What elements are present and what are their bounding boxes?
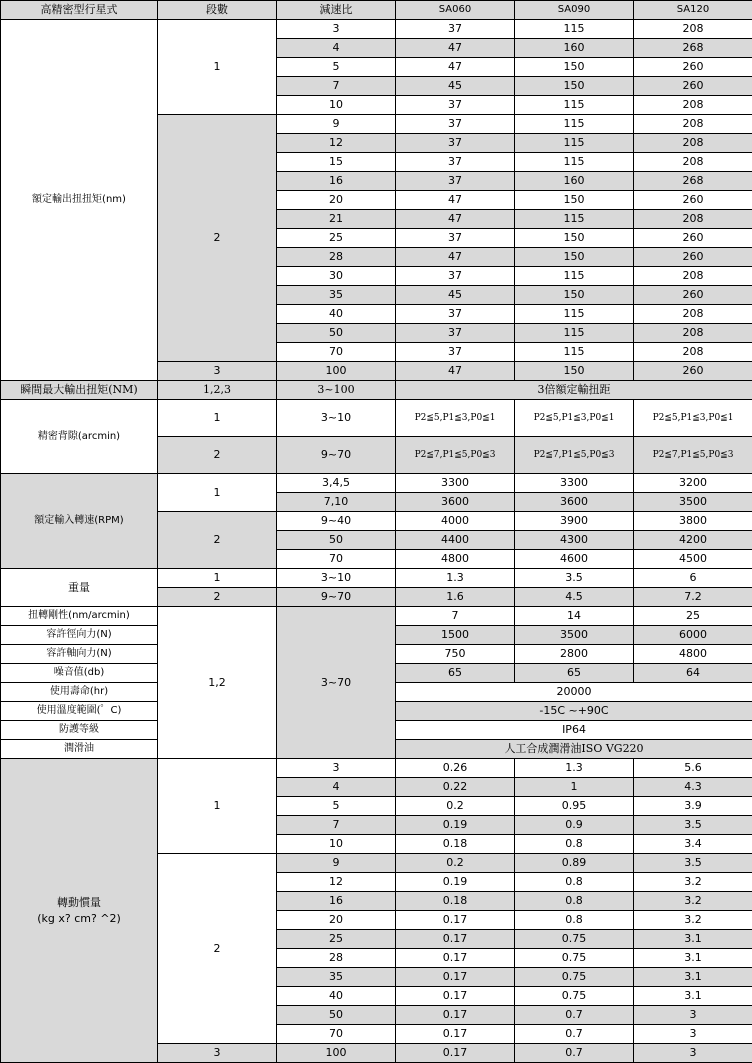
ratio-cell: 12 — [277, 873, 396, 892]
value-cell: 115 — [515, 210, 634, 229]
ratio-cell: 50 — [277, 324, 396, 343]
value-cell: 260 — [634, 191, 752, 210]
backlash-ratio: 9~70 — [277, 437, 396, 474]
weight-value: 1.3 — [396, 569, 515, 588]
value-cell: 1.3 — [515, 759, 634, 778]
weight-ratio: 3~10 — [277, 569, 396, 588]
stage-3: 3 — [158, 362, 277, 381]
value-cell: 208 — [634, 210, 752, 229]
general-value: 3500 — [515, 626, 634, 645]
value-cell: 115 — [515, 324, 634, 343]
value-cell: 37 — [396, 343, 515, 362]
value-cell: 150 — [515, 362, 634, 381]
value-cell: 37 — [396, 305, 515, 324]
ratio-cell: 50 — [277, 1006, 396, 1025]
value-cell: 3.1 — [634, 949, 752, 968]
general-value: -15C ~+90C — [396, 702, 752, 721]
value-cell: 0.8 — [515, 911, 634, 930]
ratio-cell: 20 — [277, 191, 396, 210]
ratio-cell: 50 — [277, 531, 396, 550]
backlash-ratio: 3~10 — [277, 400, 396, 437]
general-label: 潤滑油 — [1, 740, 158, 759]
value-cell: 0.17 — [396, 1044, 515, 1063]
peak-torque-value: 3倍額定輸扭距 — [396, 381, 752, 400]
value-cell: 0.75 — [515, 949, 634, 968]
value-cell: 3.1 — [634, 968, 752, 987]
general-label: 使用壽命(hr) — [1, 683, 158, 702]
value-cell: 37 — [396, 115, 515, 134]
value-cell: 0.7 — [515, 1025, 634, 1044]
value-cell: 3300 — [515, 474, 634, 493]
value-cell: 268 — [634, 172, 752, 191]
value-cell: 3 — [634, 1006, 752, 1025]
ratio-cell: 100 — [277, 362, 396, 381]
general-value: 64 — [634, 664, 752, 683]
value-cell: 0.8 — [515, 892, 634, 911]
ratio-cell: 4 — [277, 39, 396, 58]
value-cell: 3 — [634, 1044, 752, 1063]
backlash-value: P2≦7,P1≦5,P0≦3 — [515, 437, 634, 474]
general-value: 65 — [515, 664, 634, 683]
value-cell: 115 — [515, 20, 634, 39]
value-cell: 115 — [515, 267, 634, 286]
value-cell: 37 — [396, 134, 515, 153]
ratio-cell: 15 — [277, 153, 396, 172]
value-cell: 3.4 — [634, 835, 752, 854]
value-cell: 208 — [634, 324, 752, 343]
general-value: 750 — [396, 645, 515, 664]
table-row — [1, 474, 752, 493]
header-model: SA060 — [396, 1, 515, 20]
ratio-cell: 21 — [277, 210, 396, 229]
table-row — [1, 381, 752, 400]
ratio-cell: 7,10 — [277, 493, 396, 512]
weight-stage: 2 — [158, 588, 277, 607]
value-cell: 4600 — [515, 550, 634, 569]
value-cell: 0.2 — [396, 854, 515, 873]
general-stages: 1,2 — [158, 607, 277, 759]
ratio-cell: 4 — [277, 778, 396, 797]
value-cell: 0.18 — [396, 892, 515, 911]
value-cell: 260 — [634, 286, 752, 305]
value-cell: 3900 — [515, 512, 634, 531]
ratio-cell: 28 — [277, 248, 396, 267]
value-cell: 1 — [515, 778, 634, 797]
value-cell: 47 — [396, 362, 515, 381]
value-cell: 0.26 — [396, 759, 515, 778]
value-cell: 3.9 — [634, 797, 752, 816]
general-value: 20000 — [396, 683, 752, 702]
inertia-label-line1: 轉動慣量 — [1, 897, 157, 909]
value-cell: 150 — [515, 286, 634, 305]
inertia-stage-1: 1 — [158, 759, 277, 854]
ratio-cell: 5 — [277, 58, 396, 77]
value-cell: 160 — [515, 172, 634, 191]
weight-value: 4.5 — [515, 588, 634, 607]
ratio-cell: 30 — [277, 267, 396, 286]
value-cell: 37 — [396, 267, 515, 286]
ratio-cell: 35 — [277, 286, 396, 305]
value-cell: 260 — [634, 362, 752, 381]
value-cell: 0.7 — [515, 1044, 634, 1063]
ratio-cell: 16 — [277, 172, 396, 191]
value-cell: 3600 — [396, 493, 515, 512]
weight-stage: 1 — [158, 569, 277, 588]
value-cell: 208 — [634, 267, 752, 286]
value-cell: 150 — [515, 229, 634, 248]
ratio-cell: 3 — [277, 759, 396, 778]
value-cell: 3.2 — [634, 911, 752, 930]
ratio-cell: 7 — [277, 816, 396, 835]
ratio-cell: 9 — [277, 854, 396, 873]
value-cell: 208 — [634, 134, 752, 153]
general-value: 4800 — [634, 645, 752, 664]
value-cell: 3.5 — [634, 816, 752, 835]
value-cell: 4000 — [396, 512, 515, 531]
stage-2: 2 — [158, 115, 277, 362]
value-cell: 208 — [634, 153, 752, 172]
value-cell: 37 — [396, 96, 515, 115]
peak-torque-ratio: 3~100 — [277, 381, 396, 400]
value-cell: 45 — [396, 77, 515, 96]
general-label: 容許徑向力(N) — [1, 626, 158, 645]
inertia-label-line2: (kg x? cm? ^2) — [1, 913, 157, 925]
ratio-cell: 35 — [277, 968, 396, 987]
value-cell: 150 — [515, 248, 634, 267]
ratio-cell: 10 — [277, 96, 396, 115]
value-cell: 3300 — [396, 474, 515, 493]
header-ratio: 減速比 — [277, 1, 396, 20]
value-cell: 3800 — [634, 512, 752, 531]
value-cell: 37 — [396, 20, 515, 39]
table-row — [1, 1, 752, 20]
general-value: 25 — [634, 607, 752, 626]
value-cell: 208 — [634, 20, 752, 39]
value-cell: 5.6 — [634, 759, 752, 778]
ratio-cell: 10 — [277, 835, 396, 854]
value-cell: 150 — [515, 77, 634, 96]
value-cell: 0.17 — [396, 968, 515, 987]
ratio-cell: 16 — [277, 892, 396, 911]
value-cell: 3600 — [515, 493, 634, 512]
ratio-cell: 70 — [277, 343, 396, 362]
value-cell: 260 — [634, 248, 752, 267]
table-row — [1, 400, 752, 437]
value-cell: 0.8 — [515, 873, 634, 892]
stage-1: 1 — [158, 20, 277, 115]
ratio-cell: 40 — [277, 987, 396, 1006]
table-row — [1, 569, 752, 588]
weight-value: 1.6 — [396, 588, 515, 607]
value-cell: 4200 — [634, 531, 752, 550]
backlash-value: P2≦5,P1≦3,P0≦1 — [634, 400, 752, 437]
value-cell: 0.22 — [396, 778, 515, 797]
value-cell: 47 — [396, 39, 515, 58]
ratio-cell: 100 — [277, 1044, 396, 1063]
ratio-cell: 3 — [277, 20, 396, 39]
general-value: 14 — [515, 607, 634, 626]
general-ratio: 3~70 — [277, 607, 396, 759]
ratio-cell: 40 — [277, 305, 396, 324]
ratio-cell: 25 — [277, 229, 396, 248]
value-cell: 150 — [515, 191, 634, 210]
value-cell: 47 — [396, 210, 515, 229]
value-cell: 0.7 — [515, 1006, 634, 1025]
value-cell: 150 — [515, 58, 634, 77]
value-cell: 37 — [396, 153, 515, 172]
value-cell: 268 — [634, 39, 752, 58]
weight-ratio: 9~70 — [277, 588, 396, 607]
header-stages: 段數 — [158, 1, 277, 20]
input-speed-stage-2: 2 — [158, 512, 277, 569]
value-cell: 0.17 — [396, 1025, 515, 1044]
table-row — [1, 20, 752, 39]
value-cell: 3.2 — [634, 892, 752, 911]
weight-value: 6 — [634, 569, 752, 588]
value-cell: 115 — [515, 343, 634, 362]
value-cell: 0.75 — [515, 968, 634, 987]
value-cell: 208 — [634, 343, 752, 362]
general-label: 使用溫度範圍(゜C) — [1, 702, 158, 721]
ratio-cell: 3,4,5 — [277, 474, 396, 493]
header-title: 高精密型行星式 — [1, 1, 158, 20]
value-cell: 3.1 — [634, 987, 752, 1006]
value-cell: 37 — [396, 172, 515, 191]
backlash-value: P2≦5,P1≦3,P0≦1 — [396, 400, 515, 437]
inertia-label — [1, 759, 158, 1063]
input-speed-label: 額定輸入轉速(RPM) — [1, 474, 158, 569]
general-value: 1500 — [396, 626, 515, 645]
backlash-value: P2≦5,P1≦3,P0≦1 — [515, 400, 634, 437]
backlash-value: P2≦7,P1≦5,P0≦3 — [634, 437, 752, 474]
value-cell: 3500 — [634, 493, 752, 512]
ratio-cell: 12 — [277, 134, 396, 153]
value-cell: 260 — [634, 77, 752, 96]
value-cell: 0.89 — [515, 854, 634, 873]
general-value: 6000 — [634, 626, 752, 645]
general-label: 容許軸向力(N) — [1, 645, 158, 664]
value-cell: 260 — [634, 58, 752, 77]
backlash-label: 精密背隙(arcmin) — [1, 400, 158, 474]
value-cell: 37 — [396, 324, 515, 343]
value-cell: 160 — [515, 39, 634, 58]
value-cell: 0.17 — [396, 930, 515, 949]
ratio-cell: 20 — [277, 911, 396, 930]
value-cell: 208 — [634, 115, 752, 134]
general-label: 防護等級 — [1, 721, 158, 740]
peak-torque-label: 瞬間最大輸出扭矩(NM) — [1, 381, 158, 400]
header-model: SA090 — [515, 1, 634, 20]
value-cell: 47 — [396, 248, 515, 267]
value-cell: 4400 — [396, 531, 515, 550]
value-cell: 0.17 — [396, 911, 515, 930]
table-row — [1, 759, 752, 778]
value-cell: 115 — [515, 134, 634, 153]
ratio-cell: 9 — [277, 115, 396, 134]
value-cell: 0.2 — [396, 797, 515, 816]
general-label: 扭轉剛性(nm/arcmin) — [1, 607, 158, 626]
ratio-cell: 70 — [277, 1025, 396, 1044]
value-cell: 0.17 — [396, 987, 515, 1006]
rated-torque-label: 額定輸出扭扭矩(nm) — [1, 20, 158, 381]
general-value: IP64 — [396, 721, 752, 740]
ratio-cell: 70 — [277, 550, 396, 569]
general-value: 7 — [396, 607, 515, 626]
general-value: 人工合成潤滑油ISO VG220 — [396, 740, 752, 759]
value-cell: 0.75 — [515, 987, 634, 1006]
value-cell: 115 — [515, 96, 634, 115]
value-cell: 0.17 — [396, 949, 515, 968]
inertia-stage-2: 2 — [158, 854, 277, 1044]
value-cell: 115 — [515, 153, 634, 172]
value-cell: 4.3 — [634, 778, 752, 797]
backlash-stage: 2 — [158, 437, 277, 474]
general-label: 噪音值(db) — [1, 664, 158, 683]
weight-label: 重量 — [1, 569, 158, 607]
value-cell: 208 — [634, 305, 752, 324]
value-cell: 115 — [515, 115, 634, 134]
value-cell: 3200 — [634, 474, 752, 493]
value-cell: 208 — [634, 96, 752, 115]
value-cell: 0.9 — [515, 816, 634, 835]
value-cell: 4300 — [515, 531, 634, 550]
value-cell: 0.19 — [396, 873, 515, 892]
general-value: 65 — [396, 664, 515, 683]
backlash-value: P2≦7,P1≦5,P0≦3 — [396, 437, 515, 474]
input-speed-stage-1: 1 — [158, 474, 277, 512]
general-value: 2800 — [515, 645, 634, 664]
value-cell: 37 — [396, 229, 515, 248]
value-cell: 45 — [396, 286, 515, 305]
value-cell: 0.17 — [396, 1006, 515, 1025]
value-cell: 4800 — [396, 550, 515, 569]
ratio-cell: 9~40 — [277, 512, 396, 531]
weight-value: 7.2 — [634, 588, 752, 607]
inertia-stage-3: 3 — [158, 1044, 277, 1063]
ratio-cell: 25 — [277, 930, 396, 949]
value-cell: 4500 — [634, 550, 752, 569]
value-cell: 0.19 — [396, 816, 515, 835]
ratio-cell: 7 — [277, 77, 396, 96]
value-cell: 0.8 — [515, 835, 634, 854]
value-cell: 47 — [396, 191, 515, 210]
backlash-stage: 1 — [158, 400, 277, 437]
value-cell: 3 — [634, 1025, 752, 1044]
value-cell: 115 — [515, 305, 634, 324]
value-cell: 3.5 — [634, 854, 752, 873]
value-cell: 0.95 — [515, 797, 634, 816]
value-cell: 47 — [396, 58, 515, 77]
value-cell: 0.18 — [396, 835, 515, 854]
ratio-cell: 28 — [277, 949, 396, 968]
value-cell: 3.2 — [634, 873, 752, 892]
value-cell: 260 — [634, 229, 752, 248]
value-cell: 3.1 — [634, 930, 752, 949]
peak-torque-stages: 1,2,3 — [158, 381, 277, 400]
weight-value: 3.5 — [515, 569, 634, 588]
ratio-cell: 5 — [277, 797, 396, 816]
header-model: SA120 — [634, 1, 752, 20]
value-cell: 0.75 — [515, 930, 634, 949]
table-row — [1, 607, 752, 626]
